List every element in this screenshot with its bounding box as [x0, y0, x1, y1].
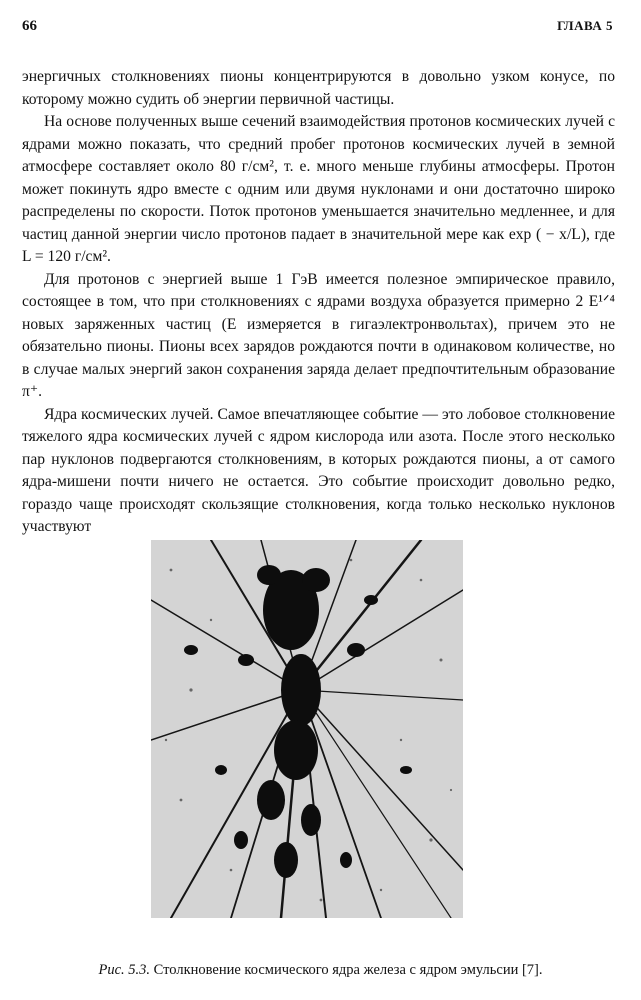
paragraph-2: На основе полученных выше сечений взаимодействия протонов космических лучей с ядрами можно показать, что средний пробег протонов космических лучей в земной атмосфере составляет около 80 г/см², т. е. много меньше глубины атмосферы. Протон может покинуть ядро вместе с одним или двумя нуклонами и они достаточно широко распределены по скорости. Поток протонов уменьшается значительно медленнее, и для частиц данной энергии число протонов падает в значительной мере как exp ( − x/L), где L = 120 г/см². — [22, 113, 615, 265]
chapter-title: ГЛАВА 5 — [557, 18, 613, 33]
figure-caption — [0, 962, 641, 979]
emulsion-photograph — [151, 540, 463, 918]
paragraph-1: энергичных столкновениях пионы концентрируются в довольно узком конусе, по которому можно судить об энергии первичной частицы. — [22, 68, 615, 108]
paragraph-3: Для протонов с энергией выше 1 ГэВ имеется полезное эмпирическое правило, состоящее в том, что при столкновениях с ядрами воздуха образуется примерно 2 E¹ᐟ⁴ новых заряженных частиц (E измеряется в гигаэлектронвольтах), причем это не обязательно пионы. Пионы всех зарядов рождаются почти в одинаковом количестве, но в случае малых энергий закон сохранения заряда делает предпочтительным образование π⁺. — [22, 270, 615, 400]
caption-label: Рис. 5.3. — [98, 962, 151, 978]
body-text — [22, 66, 615, 539]
caption-text: Столкновение космического ядра железа с ядром эмульсии [7]. — [153, 962, 543, 978]
page-header — [22, 18, 613, 38]
paragraph-4: Ядра космических лучей. Самое впечатляющее событие — это лобовое столкновение тяжелого ядра космических лучей с ядром кислорода или азота. После этого несколько пар нуклонов подвергаются столкновениям, в которых рождаются пионы, а от самого ядра-мишени почти ничего не остается. Это событие происходит довольно редко, гораздо чаще происходят скользящие столкновения, когда только несколько нуклонов участвуют — [22, 405, 615, 535]
page-number: 66 — [22, 18, 37, 34]
